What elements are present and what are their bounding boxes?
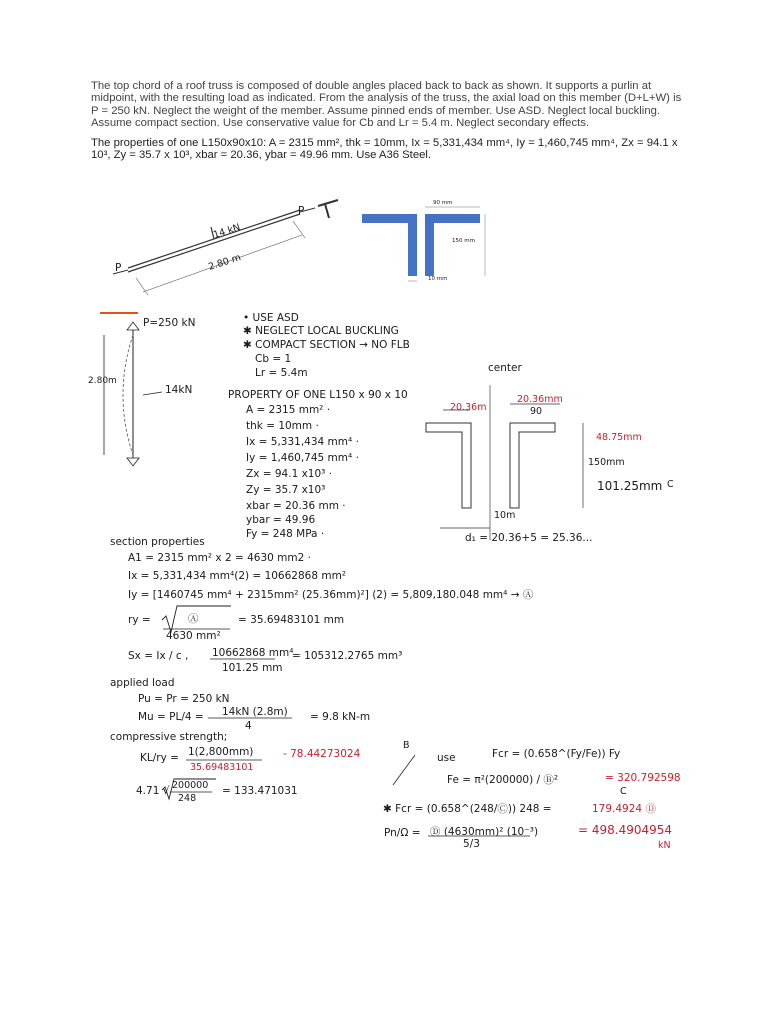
assumption-3: ✱ COMPACT SECTION → NO FLB [243, 339, 410, 351]
section-thickness: 10m [494, 510, 516, 521]
calc-mu-val: = 9.8 kN-m [310, 711, 371, 723]
section-height-150: 150mm [588, 457, 625, 468]
calc-sx-num: 10662868 mm⁴ [212, 647, 294, 659]
property-line: A = 2315 mm² · [246, 404, 331, 416]
section-ybar: 48.75mm [596, 432, 642, 443]
problem-statement: The top chord of a roof truss is composed of double angles placed back to back as shown. It supports a purlin at midpoint, with the resulting load as indicated. From the analysis of the truss, the axial load on this member (D+L+W) is P = 250 kN. Neglect the weight of the member. Assume pinned ends of member. Use ASD. Neglect local buckling. Assume compact section. Use conservative value for Cb and Lr = 5.4 m. Neglect secondary effects. [91, 80, 682, 130]
calc-klr-den: 35.69483101 [190, 762, 254, 773]
property-line: Zx = 94.1 x10³ · [246, 468, 333, 480]
calc-ix: Ix = 5,331,434 mm⁴(2) = 10662868 mm² [128, 570, 347, 582]
calc-klr-left: KL/ry = [140, 752, 179, 764]
calc-fe-formula: Fe = π²(200000) / Ⓑ² [447, 774, 559, 786]
calc-sx-val: = 105312.2765 mm³ [292, 650, 403, 662]
section-width-90: 90 [530, 406, 543, 417]
calc-fcr-formula: Fcr = (0.658^(Fy/Fe)) Fy [492, 748, 621, 760]
calc-pn-unit: kN [658, 840, 671, 851]
calc-limit-den: 248 [178, 793, 197, 804]
calc-sx-left: Sx = Ix / c , [128, 650, 189, 662]
section-center-label: center [488, 362, 522, 374]
calc-a1: A1 = 2315 mm² x 2 = 4630 mm2 · [128, 552, 311, 564]
property-line: Iy = 1,460,745 mm⁴ · [246, 452, 359, 464]
calc-ry-num: Ⓐ [188, 613, 199, 625]
calc-klr-circle: B [403, 740, 410, 751]
calc-fe-circle: C [620, 786, 627, 797]
double-angle-section [362, 207, 485, 281]
section-d1: d₁ = 20.36+5 = 25.36... [465, 532, 593, 544]
column-length: 2.80m [88, 376, 117, 386]
calc-fcr-val: 179.4924 Ⓓ [592, 803, 656, 815]
calc-use-label: use [437, 752, 456, 764]
section-width-label: 90 mm [433, 200, 453, 206]
assumption-1: • USE ASD [243, 312, 299, 324]
section-properties-given: The properties of one L150x90x10: A = 2315 mm², thk = 10mm, Ix = 5,331,434 mm⁴, Iy = 1,460,745 mm⁴, Zx = 94.1 x 10³, Zy = 35.7 x 10³, xbar = 20.36, ybar = 49.96 mm. Use A36 Steel. [91, 136, 678, 162]
property-line: Ix = 5,331,434 mm⁴ · [246, 436, 359, 448]
calc-iy: Iy = [1460745 mm⁴ + 2315mm² (25.36mm)²] (2) = 5,809,180.048 mm⁴ → Ⓐ [128, 589, 534, 601]
calc-pn-left: Pn/Ω = [384, 827, 421, 839]
calc-limit-num: 200000 [172, 780, 209, 791]
section-xbar-2: 20.36mm [517, 394, 563, 405]
truss-length-label: 2.80 m [207, 252, 243, 273]
calc-pn-val: = 498.4904954 [578, 823, 673, 837]
assumption-4: Cb = 1 [255, 353, 292, 365]
calc-klr-val: - 78.44273024 [283, 748, 361, 760]
assumption-5: Lr = 5.4m [255, 367, 308, 379]
property-line: Zy = 35.7 x10³ [246, 484, 326, 496]
calc-mu-num: 14kN (2.8m) [222, 706, 288, 718]
calc-ry-den: 4630 mm² [166, 630, 221, 642]
section-height-label: 150 mm [452, 238, 475, 244]
section-xbar-1: 20.36m [450, 402, 487, 413]
property-heading: PROPERTY OF ONE L150 x 90 x 10 [228, 389, 408, 401]
calc-section-heading: section properties [110, 536, 205, 548]
calc-pn-den: 5/3 [463, 838, 480, 850]
calc-ry-left: ry = [128, 614, 151, 626]
property-line: thk = 10mm · [246, 420, 319, 432]
calc-sx-den: 101.25 mm [222, 662, 283, 674]
calc-applied-heading: applied load [110, 677, 175, 689]
property-line: Fy = 248 MPa · [246, 528, 325, 540]
calc-pu: Pu = Pr = 250 kN [138, 693, 230, 705]
calc-fcr-line: ✱ Fcr = (0.658^(248/Ⓒ)) 248 = [383, 803, 552, 815]
calc-ry-val: = 35.69483101 mm [238, 614, 345, 626]
column-top-load: P=250 kN [143, 317, 196, 329]
section-depth-d: 101.25mm [597, 479, 663, 493]
calc-limit-left: 4.71 √ [136, 785, 170, 797]
property-line: ybar = 49.96 [246, 514, 316, 526]
calc-fe-val: = 320.792598 [605, 772, 681, 784]
calc-klr-num: 1(2,800mm) [188, 746, 254, 758]
assumption-2: ✱ NEGLECT LOCAL BUCKLING [243, 325, 399, 337]
section-circle-c: C [667, 479, 674, 490]
calc-mu-left: Mu = PL/4 = [138, 711, 204, 723]
column-sketch [104, 322, 162, 466]
column-side-load: 14kN [165, 384, 193, 396]
calc-mu-den: 4 [245, 720, 252, 732]
calc-limit-val: = 133.471031 [222, 785, 298, 797]
truss-p-right: P [298, 205, 305, 217]
section-thickness-label: 10 mm [428, 276, 448, 282]
truss-load-label: 14 kN [211, 221, 242, 242]
property-line: xbar = 20.36 mm · [246, 500, 346, 512]
calc-compressive-heading: compressive strength; [110, 731, 228, 743]
truss-p-left: P [115, 262, 122, 274]
calc-pn-expr: Ⓓ (4630mm)² (10⁻³) [430, 826, 539, 838]
